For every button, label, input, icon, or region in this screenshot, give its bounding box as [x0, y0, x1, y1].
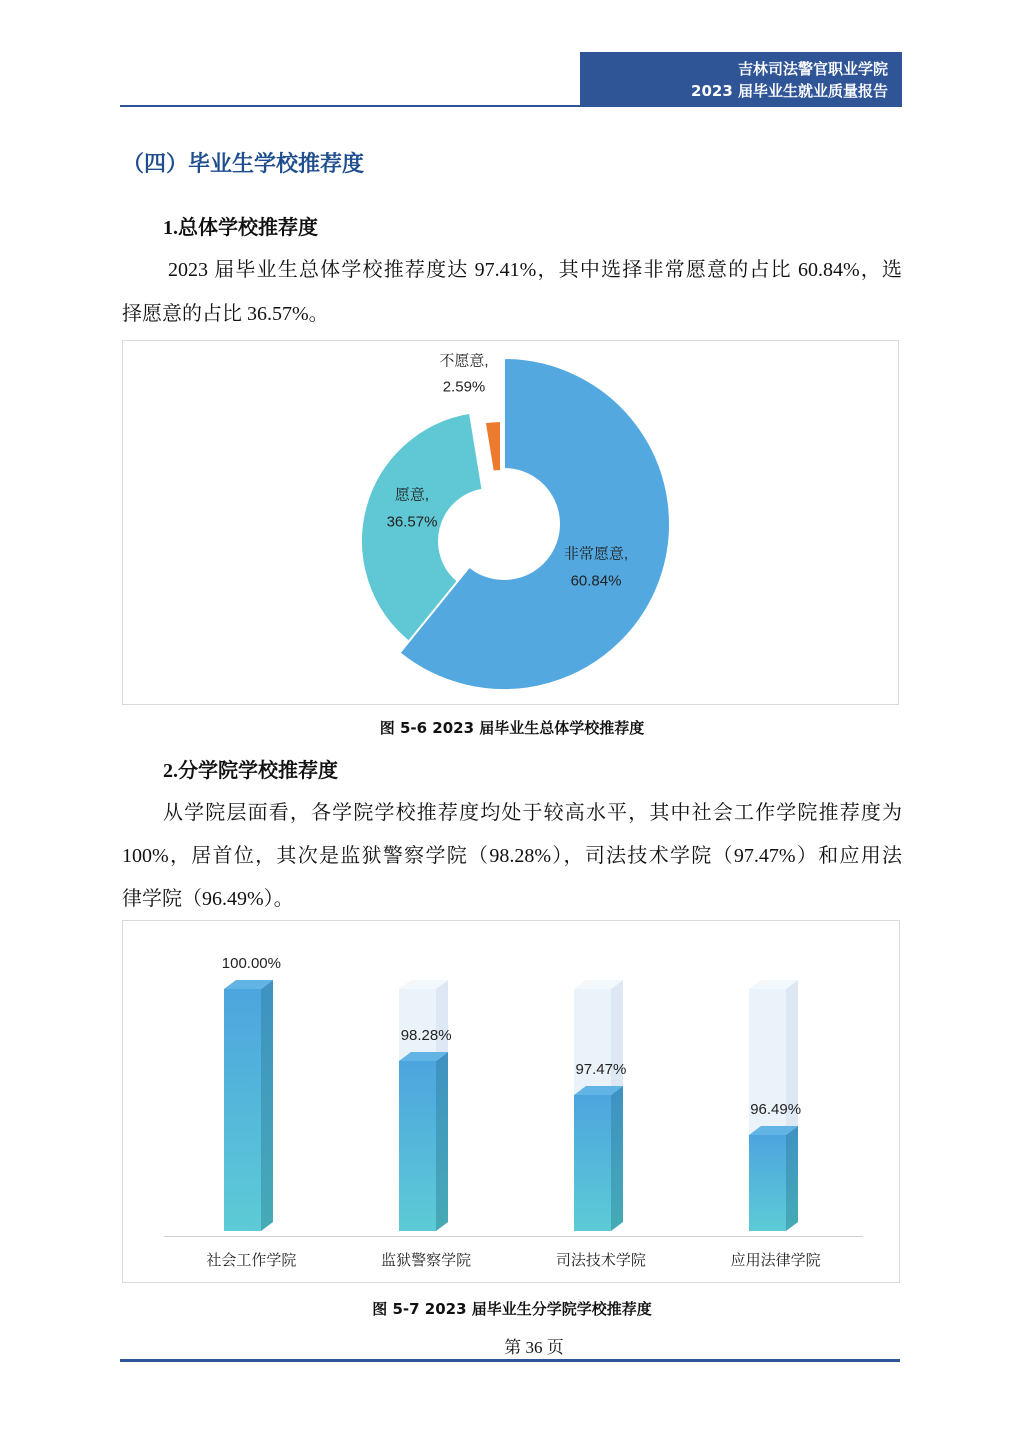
x-tick-label: 司法技术学院 — [555, 1252, 646, 1269]
x-tick-label: 社会工作学院 — [206, 1252, 297, 1269]
bar-front-face — [399, 1061, 436, 1231]
bar-front-face — [749, 1135, 786, 1231]
footer-divider — [120, 1359, 900, 1362]
paragraph-line: 律学院（96.49%）。 — [122, 888, 294, 910]
header-institution: 吉林司法警官职业学院 — [737, 60, 888, 78]
subsection-title-2: 2.分学院学校推荐度 — [163, 760, 338, 782]
paragraph-line: 2023 届毕业生总体学校推荐度达 97.41%，其中选择非常愿意的占比 60.84%，选 — [168, 259, 902, 281]
donut-slice-label: 愿意, — [394, 486, 430, 504]
paragraph-line: 择愿意的占比 36.57%。 — [122, 303, 329, 325]
subsection-title-1: 1.总体学校推荐度 — [163, 217, 318, 239]
bar-side-face — [786, 1126, 798, 1231]
bar-chart — [122, 920, 900, 1283]
bar-side-face — [261, 980, 273, 1231]
donut-slice-value: 36.57% — [386, 513, 438, 531]
paragraph-1 — [122, 248, 902, 336]
donut-slice-label: 非常愿意, — [563, 545, 629, 563]
bar-value-label: 96.49% — [750, 1101, 802, 1119]
donut-slice-value: 2.59% — [442, 378, 486, 396]
header-divider — [120, 105, 902, 107]
x-tick-label: 监狱警察学院 — [381, 1252, 472, 1269]
bar-plot — [123, 921, 901, 1284]
x-tick-label: 应用法律学院 — [730, 1252, 821, 1269]
figure-caption-2: 图 5-7 2023 届毕业生分学院学校推荐度 — [372, 1300, 652, 1318]
bar-value-label: 97.47% — [575, 1060, 627, 1078]
donut-slice-value: 60.84% — [570, 572, 622, 590]
bar-side-face — [436, 1052, 448, 1231]
paragraph-line: 从学院层面看，各学院学校推荐度均处于较高水平，其中社会工作学院推荐度为 — [163, 802, 902, 824]
bar-front-face — [574, 1095, 611, 1231]
paragraph-2 — [122, 792, 902, 921]
donut-chart — [122, 340, 899, 705]
bar-value-label: 100.00% — [221, 955, 281, 972]
bar-value-label: 98.28% — [400, 1026, 452, 1044]
donut-slice-3 — [485, 421, 501, 472]
page-number: 第 36 页 — [504, 1338, 564, 1357]
donut-slice-label: 不愿意, — [439, 352, 489, 370]
header-report-title: 2023 届毕业生就业质量报告 — [691, 82, 888, 100]
bar-side-face — [611, 1086, 623, 1231]
bar-front-face — [224, 989, 261, 1231]
x-axis-line — [164, 1236, 863, 1237]
figure-caption-1: 图 5-6 2023 届毕业生总体学校推荐度 — [379, 719, 645, 737]
section-title: （四）毕业生学校推荐度 — [122, 152, 365, 177]
paragraph-line: 100%，居首位，其次是监狱警察学院（98.28%），司法技术学院（97.47%）和应用法 — [122, 845, 902, 867]
donut-svg — [123, 341, 900, 706]
report-header — [580, 52, 902, 106]
